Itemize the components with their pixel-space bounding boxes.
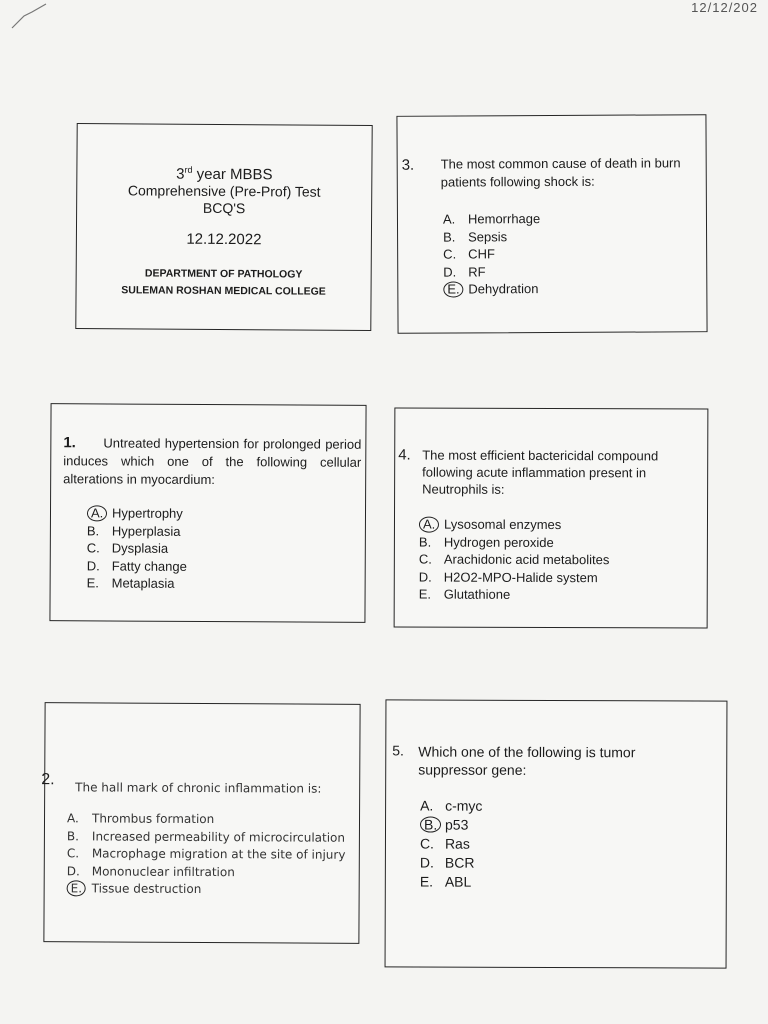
option-text: Metaplasia bbox=[111, 575, 175, 591]
department-name: DEPARTMENT OF PATHOLOGY SULEMAN ROSHAN MEDICAL COLLEGE bbox=[121, 267, 326, 298]
option-text: p53 bbox=[445, 816, 469, 833]
option-item bbox=[67, 845, 346, 864]
question-text: Which one of the following is tumor suppressor gene: bbox=[418, 743, 636, 778]
course-year: 3rd year MBBS bbox=[176, 164, 273, 184]
option-item bbox=[419, 516, 610, 534]
option-item bbox=[443, 245, 540, 263]
option-letter: E. bbox=[86, 575, 99, 591]
option-text: Fatty change bbox=[111, 557, 187, 574]
option-item bbox=[67, 863, 346, 882]
option-letter: D. bbox=[66, 863, 80, 878]
option-letter: A. bbox=[442, 211, 456, 227]
option-item bbox=[443, 280, 540, 298]
option-text: Sepsis bbox=[468, 228, 508, 244]
option-item bbox=[419, 533, 610, 551]
question-card-3 bbox=[396, 114, 707, 334]
option-text: BCR bbox=[444, 854, 475, 871]
option-item bbox=[67, 828, 346, 847]
question-number: 4. bbox=[398, 446, 411, 464]
option-text: Hypertrophy bbox=[111, 505, 183, 521]
option-text: CHF bbox=[468, 246, 495, 262]
option-text: Dehydration bbox=[468, 281, 539, 297]
option-item bbox=[87, 504, 187, 522]
option-item bbox=[420, 797, 482, 816]
option-text: RF bbox=[468, 263, 486, 279]
circled-option-letter: B. bbox=[420, 817, 441, 833]
question-number: 2. bbox=[41, 771, 55, 789]
option-letter: D. bbox=[86, 557, 100, 573]
option-item bbox=[443, 228, 540, 246]
option-text: Hyperplasia bbox=[111, 522, 181, 539]
test-date: 12.12.2022 bbox=[186, 230, 262, 249]
option-letter: C. bbox=[66, 846, 80, 861]
corner-date-fragment: 12/12/202 bbox=[691, 0, 758, 15]
options-list bbox=[67, 810, 346, 899]
option-item bbox=[419, 568, 610, 586]
option-item bbox=[420, 873, 482, 892]
option-item bbox=[419, 586, 610, 604]
option-letter: D. bbox=[418, 569, 432, 585]
option-letter: C. bbox=[443, 246, 457, 262]
option-text: Macrophage migration at the site of injury bbox=[91, 846, 346, 862]
option-letter: C. bbox=[419, 835, 434, 852]
options-list bbox=[87, 504, 188, 592]
option-text: Lysosomal enzymes bbox=[443, 516, 562, 533]
option-item bbox=[443, 263, 540, 281]
question-card-2 bbox=[43, 702, 360, 944]
option-item bbox=[87, 539, 187, 557]
option-letter: B. bbox=[443, 229, 456, 245]
option-text: Ras bbox=[444, 835, 470, 852]
option-letter: E. bbox=[418, 586, 432, 602]
option-letter: A. bbox=[420, 797, 434, 814]
option-text: Hydrogen peroxide bbox=[443, 534, 554, 550]
option-text: Thrombus formation bbox=[91, 811, 215, 827]
option-item bbox=[87, 574, 187, 592]
option-letter: B. bbox=[418, 534, 432, 550]
option-text: Increased permeability of microcirculation bbox=[91, 828, 346, 845]
option-text: Tissue destruction bbox=[91, 881, 202, 896]
circled-option-letter: A. bbox=[87, 505, 107, 521]
option-text: Arachidonic acid metabolites bbox=[443, 551, 610, 568]
question-card-1 bbox=[49, 403, 366, 623]
option-letter: D. bbox=[443, 264, 457, 280]
question-text: The most common cause of death in burn patients following shock is: bbox=[440, 155, 681, 190]
option-item bbox=[67, 880, 346, 899]
option-item bbox=[87, 557, 187, 575]
option-letter: C. bbox=[418, 551, 432, 567]
question-number: 5. bbox=[392, 742, 405, 759]
pen-scribble-mark bbox=[10, 2, 50, 32]
question-card-5 bbox=[385, 699, 728, 968]
option-item bbox=[420, 835, 482, 854]
option-text: Dysplasia bbox=[111, 540, 169, 556]
option-text: Hemorrhage bbox=[467, 211, 541, 227]
title-card bbox=[75, 123, 372, 331]
circled-option-letter: A. bbox=[419, 517, 439, 533]
option-item bbox=[420, 854, 482, 873]
circled-option-letter: E. bbox=[67, 880, 86, 896]
question-text: The most efficient bactericidal compound following acute inflammation present in Neutrophils is: bbox=[422, 447, 659, 497]
question-card-4 bbox=[394, 407, 709, 628]
options-list bbox=[443, 210, 541, 298]
option-text: Mononuclear infiltration bbox=[91, 863, 235, 879]
question-number: 1. bbox=[63, 434, 76, 452]
question-type: BCQ'S bbox=[202, 199, 246, 217]
option-text: c-myc bbox=[445, 797, 483, 814]
option-item bbox=[419, 551, 610, 569]
option-letter: E. bbox=[419, 873, 434, 890]
option-text: Glutathione bbox=[443, 586, 511, 602]
option-letter: A. bbox=[66, 811, 79, 826]
question-text: The hall mark of chronic inflammation is: bbox=[75, 780, 322, 796]
options-list bbox=[420, 797, 483, 892]
option-letter: B. bbox=[66, 828, 80, 843]
options-list bbox=[419, 516, 610, 604]
option-letter: B. bbox=[86, 522, 100, 538]
option-letter: C. bbox=[86, 540, 100, 556]
circled-option-letter: E. bbox=[443, 281, 463, 297]
option-item bbox=[67, 810, 346, 829]
option-item bbox=[443, 210, 540, 228]
option-text: ABL bbox=[444, 873, 472, 890]
option-item bbox=[87, 522, 187, 540]
option-text: H2O2-MPO-Halide system bbox=[443, 569, 598, 585]
question-text: Untreated hypertension for prolonged period induces which one of the following cellular alterations in myocardium: bbox=[63, 435, 362, 488]
option-item bbox=[420, 816, 482, 835]
question-number: 3. bbox=[401, 156, 415, 174]
option-letter: D. bbox=[419, 854, 434, 871]
test-name: Comprehensive (Pre-Prof) Test bbox=[127, 182, 321, 200]
